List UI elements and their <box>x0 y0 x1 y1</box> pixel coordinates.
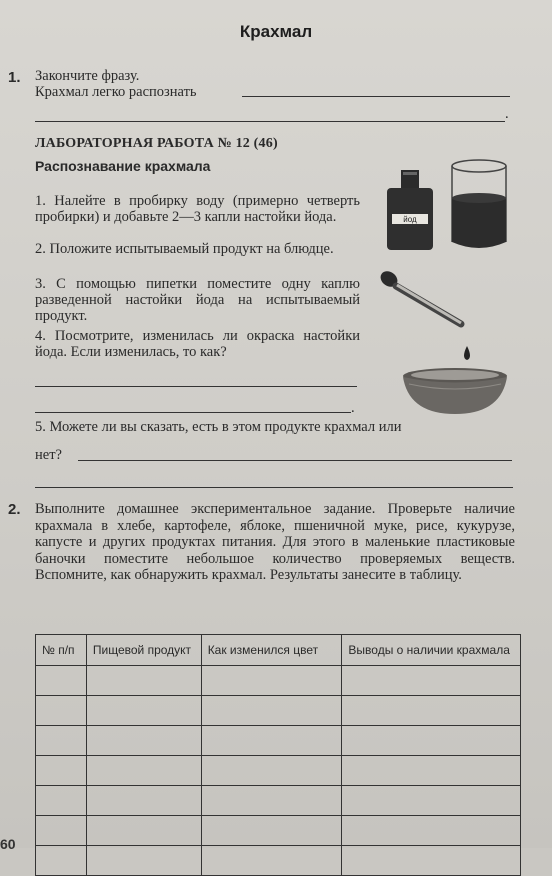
table-cell[interactable] <box>342 726 521 756</box>
lab-step-4: 4. Посмотрите, изменилась ли окраска настойки йода. Если изменилась, то как? <box>35 328 360 360</box>
column-header-product: Пищевой продукт <box>86 635 201 666</box>
table-cell[interactable] <box>86 816 201 846</box>
table-cell[interactable] <box>201 666 342 696</box>
task1-prompt: Крахмал легко распознать <box>35 84 197 100</box>
lab-step-1: 1. Налейте в пробирку воду (примерно четверть пробирки) и добавьте 2—3 капли настойки йода. <box>35 193 360 225</box>
lab-illustrations <box>375 148 525 418</box>
table-cell[interactable] <box>201 756 342 786</box>
table-row <box>36 726 521 756</box>
lab-question-5: 5. Можете ли вы сказать, есть в этом продукте крахмал или <box>35 419 402 435</box>
table-row <box>36 816 521 846</box>
table-cell[interactable] <box>36 756 87 786</box>
bowl-icon <box>403 368 507 414</box>
table-row <box>36 846 521 876</box>
task1-end-dot: . <box>505 106 509 122</box>
lab-step-2: 2. Положите испытываемый продукт на блюдце. <box>35 241 334 257</box>
table-cell[interactable] <box>36 696 87 726</box>
table-cell[interactable] <box>86 696 201 726</box>
iodine-bottle-icon <box>387 170 433 250</box>
table-cell[interactable] <box>201 846 342 876</box>
table-cell[interactable] <box>36 666 87 696</box>
lab-subheading: Распознавание крахмала <box>35 158 211 174</box>
column-header-color-change: Как изменился цвет <box>201 635 342 666</box>
page-title: Крахмал <box>239 22 313 41</box>
table-cell[interactable] <box>342 756 521 786</box>
table-cell[interactable] <box>342 816 521 846</box>
task2-instruction: Выполните домашнее экспериментальное задание. Проверьте наличие крахмала в хлебе, картофеле, яблоке, пшеничной муке, рисе, кукурузе, капусте и других продуктах питания. Для этого в маленькие пластиковые баночки поместите небольшое количество проверяемых веществ. Вспомните, как обнаружить крахмал. Результаты занесите в таблицу. <box>35 501 515 583</box>
table-row <box>36 786 521 816</box>
q5-answer-line-1[interactable] <box>78 460 512 461</box>
table-body <box>36 666 521 876</box>
task1-answer-line-1[interactable] <box>242 96 510 97</box>
table-cell[interactable] <box>86 726 201 756</box>
table-cell[interactable] <box>342 666 521 696</box>
table-row <box>36 666 521 696</box>
table-cell[interactable] <box>86 786 201 816</box>
table-cell[interactable] <box>86 756 201 786</box>
table-cell[interactable] <box>86 666 201 696</box>
table-cell[interactable] <box>36 846 87 876</box>
table-cell[interactable] <box>201 786 342 816</box>
lab-step-3: 3. С помощью пипетки поместите одну каплю разведенной настойки йода на испытываемый продукт. <box>35 276 360 324</box>
table-cell[interactable] <box>342 786 521 816</box>
lab-question-5-end: нет? <box>35 447 62 463</box>
table-cell[interactable] <box>201 816 342 846</box>
table-cell[interactable] <box>342 846 521 876</box>
page-number: 60 <box>0 836 16 852</box>
task1-number: 1. <box>8 69 21 86</box>
column-header-number: № п/п <box>36 635 87 666</box>
table-cell[interactable] <box>201 726 342 756</box>
table-cell[interactable] <box>201 696 342 726</box>
table-row <box>36 756 521 786</box>
q5-answer-line-2[interactable] <box>35 487 513 488</box>
lab-end-dot: . <box>351 400 355 416</box>
table-cell[interactable] <box>36 786 87 816</box>
table-cell[interactable] <box>86 846 201 876</box>
column-header-starch-conclusion: Выводы о наличии крахмала <box>342 635 521 666</box>
lab-heading: ЛАБОРАТОРНАЯ РАБОТА № 12 (46) <box>35 136 278 151</box>
table-cell[interactable] <box>36 816 87 846</box>
lab-answer-line-1[interactable] <box>35 386 357 387</box>
pipette-icon <box>378 268 470 360</box>
results-table <box>35 634 521 876</box>
task2-number: 2. <box>8 501 21 518</box>
task1-answer-line-2[interactable] <box>35 121 505 122</box>
lab-answer-line-2[interactable] <box>35 412 351 413</box>
table-row <box>36 696 521 726</box>
task1-instruction: Закончите фразу. <box>35 68 140 84</box>
table-cell[interactable] <box>342 696 521 726</box>
bottle-label: йод <box>403 215 417 224</box>
beaker-icon <box>452 160 506 248</box>
table-header-row <box>36 635 521 666</box>
table-cell[interactable] <box>36 726 87 756</box>
